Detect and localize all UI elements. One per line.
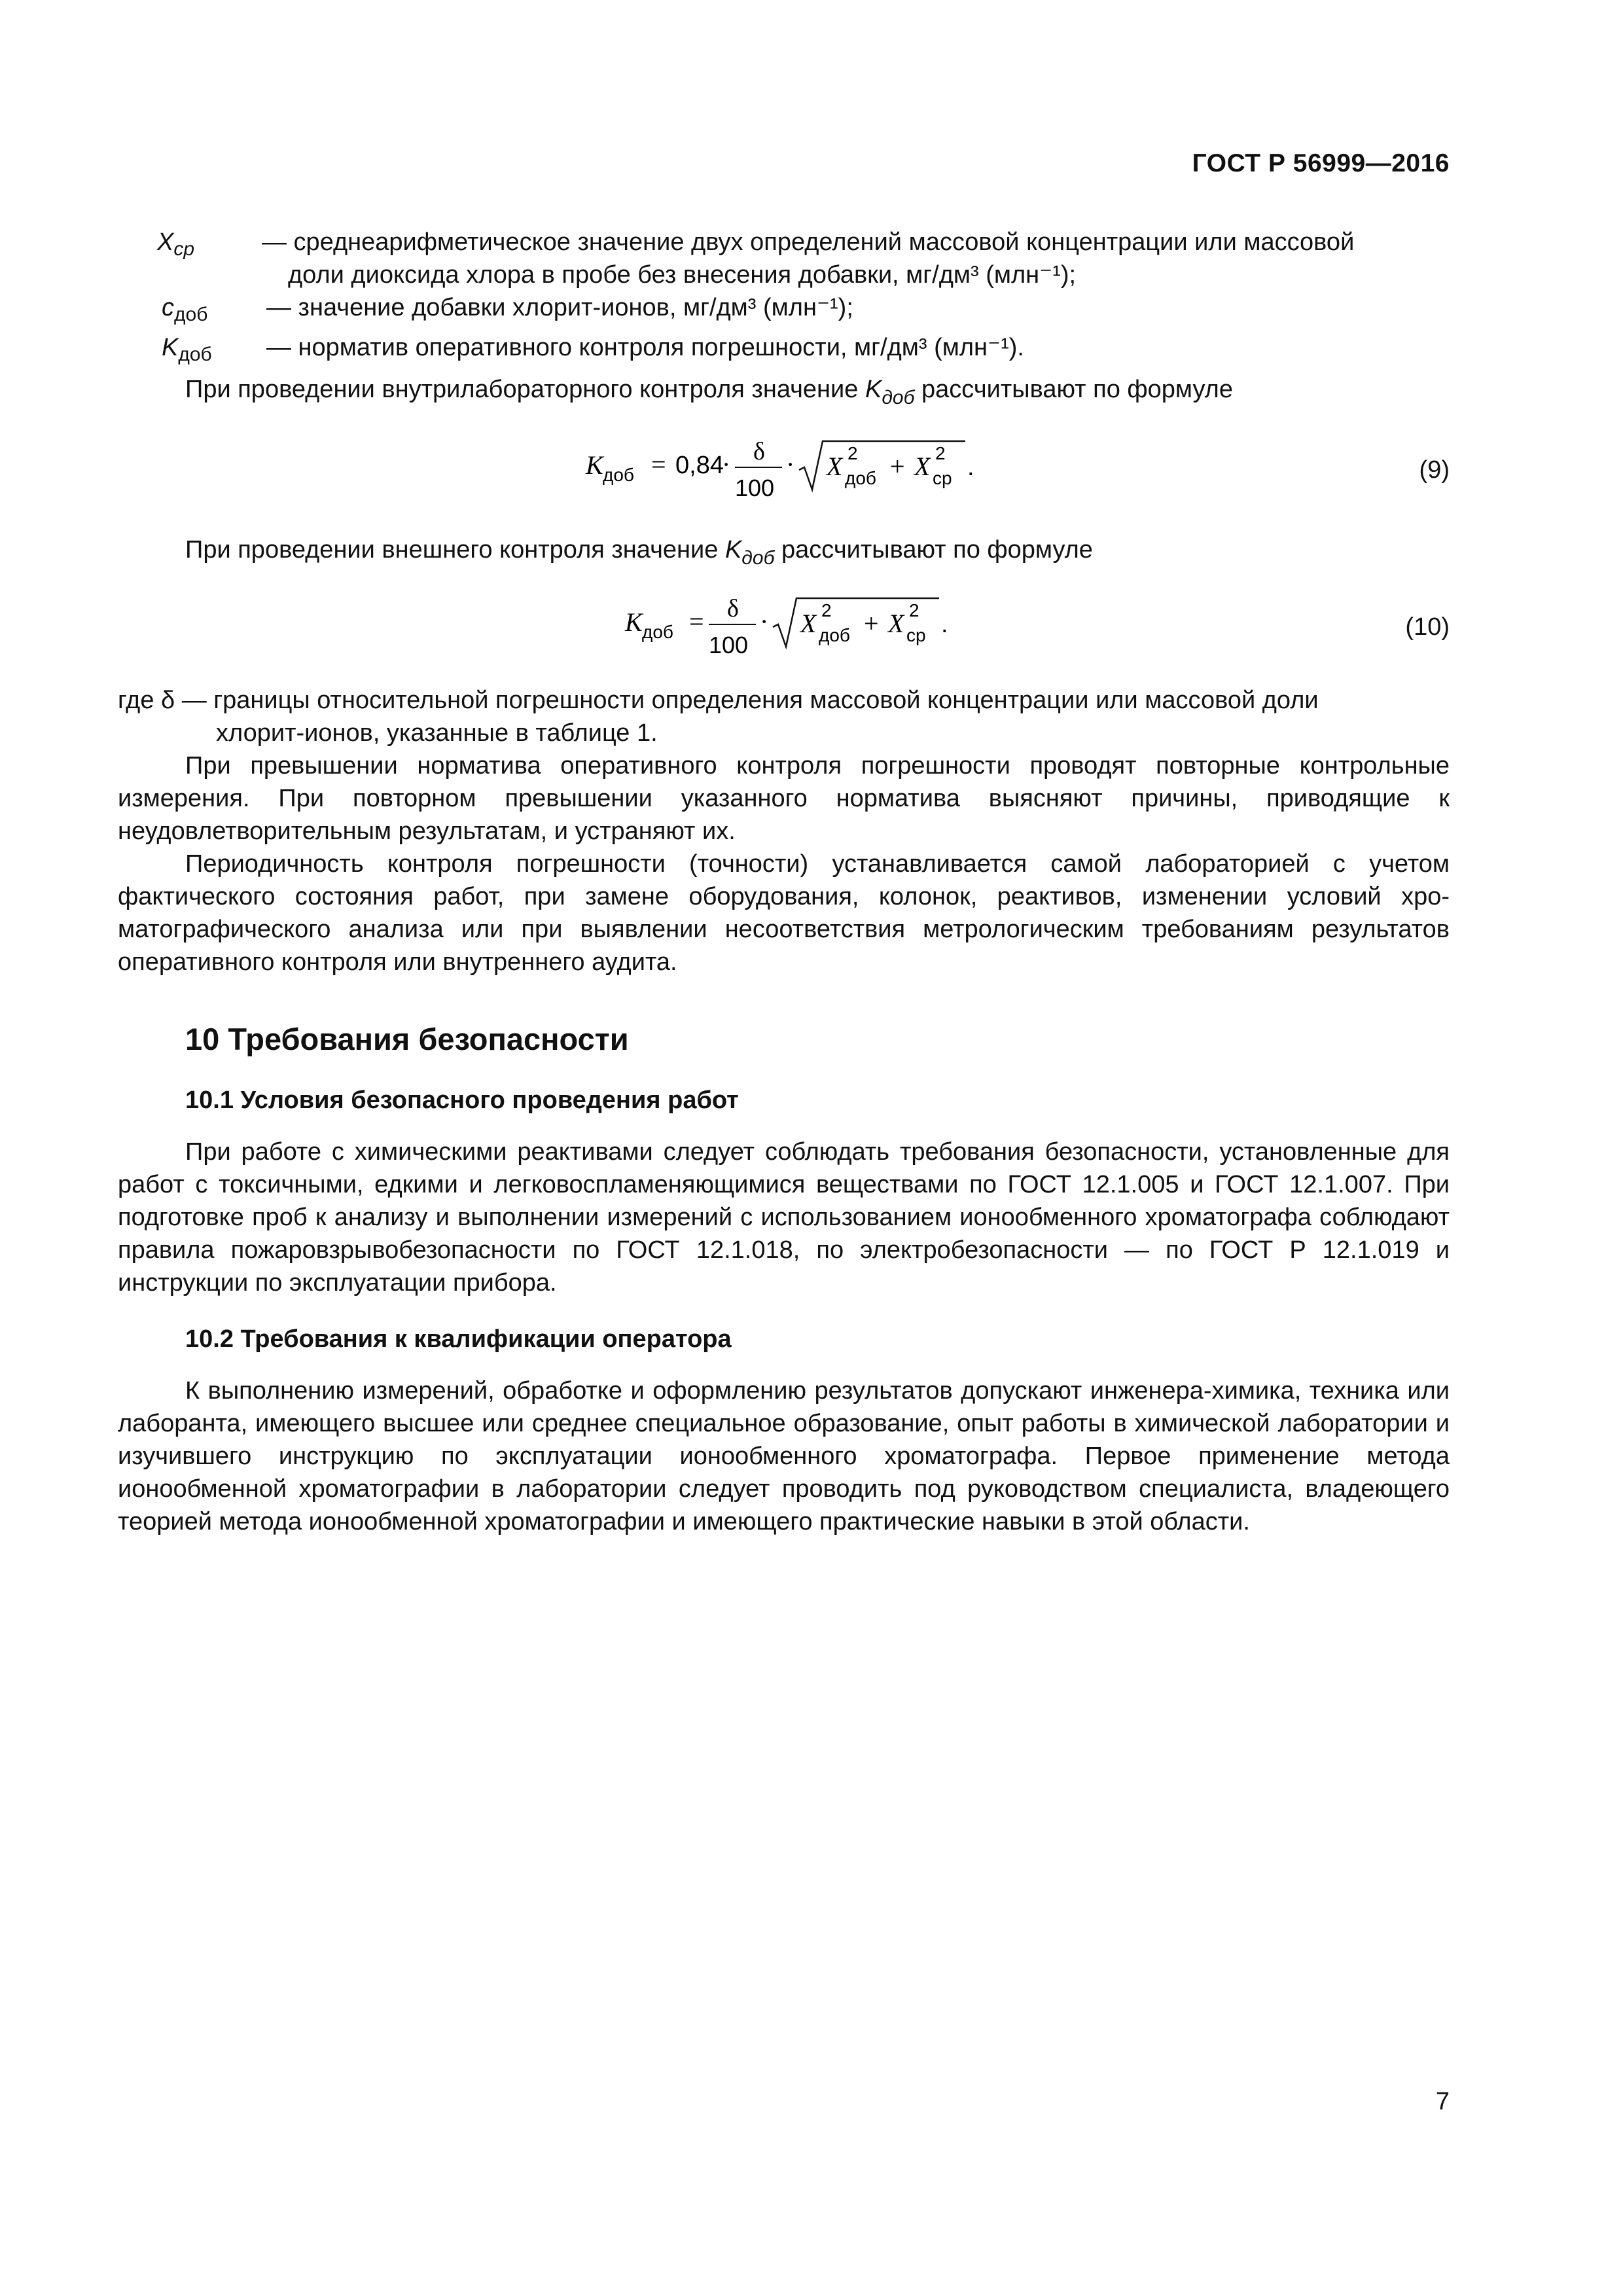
svg-text:X: X — [800, 609, 817, 638]
equation-number-10: (10) — [1405, 613, 1450, 641]
definition-symbol: $K_{доб}$ — [162, 334, 212, 365]
subsection-10-1-text: При работе с химическими реактивами следует соблюдать требования безопасности, установленные для работ с токсичными, едкими и легковоспламеняющимися веществами по ГОСТ 12.1.005 и ГОСТ 12.1.007. При подготовке проб к анализу и выполнении измерений с использованием ионообменного хроматографа соблюдают правила пожаровзрывобезопасности по ГОСТ 12.1.018, по электробезопасности — по ГОСТ Р 12.1.019 и инструкции по эксплуатации прибора. — [118, 1138, 1450, 1297]
svg-text:K: K — [625, 607, 643, 637]
equation-number-9: (9) — [1419, 456, 1450, 484]
svg-text:0,84: 0,84 — [675, 452, 724, 479]
definitions-list — [118, 226, 1450, 371]
svg-text:+: + — [864, 609, 879, 638]
svg-text:2: 2 — [909, 600, 919, 620]
svg-text:K: K — [586, 450, 603, 480]
svg-text:доб: доб — [642, 622, 673, 642]
svg-text:δ: δ — [727, 595, 739, 622]
definition-text: — среднеарифметическое значение двух определений массовой концентрации или массовой доли диоксида хлора в пробе без внесения добавки, мг/дм³ (млн⁻¹); — [262, 228, 1355, 289]
svg-text:доб: доб — [603, 465, 634, 485]
paragraph-periodicity: Периодичность контроля погрешности (точности) устанавливается самой лабораторией с учетом фактического состояния работ, при замене оборудования, колонок, реактивов, изменении условий хроматографического анализа или при выявлении несоответствия метрологическим требованиям результатов оперативного контроля или внутреннего аудита. — [118, 850, 1450, 976]
svg-text:X: X — [888, 609, 904, 638]
definition-symbol: $c_{доб}$ — [162, 294, 208, 325]
svg-text:·: · — [722, 450, 731, 479]
subsection-10-2-title: 10.2 Требования к квалификации оператора — [185, 1325, 732, 1353]
definition-c-dob — [118, 291, 1450, 331]
definition-x-sr — [118, 226, 1450, 291]
formula-9 — [586, 432, 991, 511]
definition-text: — значение добавки хлорит-ионов, мг/дм³ (млн⁻¹); — [266, 294, 853, 321]
svg-text:=: = — [651, 450, 666, 479]
svg-text:100: 100 — [709, 632, 749, 658]
svg-text:·: · — [786, 450, 795, 479]
svg-text:2: 2 — [847, 443, 858, 463]
subsection-10-1-title: 10.1 Условия безопасного проведения работ — [185, 1086, 739, 1114]
svg-text:δ: δ — [753, 438, 765, 465]
where-delta-definition: где δ — границы относительной погрешности определения массовой концентрации или массовой доли хлорит-ионов, указанные в таблице 1. — [118, 687, 1319, 747]
svg-text:ср: ср — [906, 625, 926, 645]
svg-text:.: . — [941, 611, 948, 638]
svg-text:+: + — [890, 452, 905, 481]
svg-text:ср: ср — [933, 468, 952, 488]
svg-text:2: 2 — [935, 443, 946, 463]
svg-text:доб: доб — [819, 625, 850, 645]
svg-text:X: X — [827, 452, 843, 481]
svg-text:100: 100 — [735, 475, 775, 501]
formula-10 — [625, 589, 965, 668]
intro-external-control: При проведении внешнего контроля значение $K_{доб}$ рассчитывают по формуле — [185, 536, 1093, 569]
section-10-title: 10 Требования безопасности — [185, 1022, 629, 1056]
svg-text:·: · — [760, 607, 769, 636]
subsection-10-2-text: К выполнению измерений, обработке и оформлению результатов допускают инженера-химика, техника или лаборанта, имеющего высшее или среднее специальное образование, опыт работы в химической лаборатории и изучившего инструкцию по эксплуатации ионообменного хроматографа. Первое применение метода ионообменной хроматографии в лаборатории следует проводить под руководством специалиста, владеющего теорией метода ионообменной хроматографии и имеющего практические навыки в этой области. — [118, 1377, 1450, 1535]
svg-text:доб: доб — [845, 468, 876, 488]
definition-text: — норматив оперативного контроля погрешности, мг/дм³ (млн⁻¹). — [266, 334, 1024, 361]
page-number: 7 — [1435, 2088, 1450, 2115]
svg-text:2: 2 — [821, 600, 832, 620]
document-header: ГОСТ Р 56999—2016 — [1192, 149, 1450, 177]
definition-k-dob — [118, 331, 1450, 371]
svg-text:=: = — [689, 607, 704, 636]
definition-symbol: $X_{ср}$ — [157, 228, 195, 260]
intro-internal-control: При проведении внутрилабораторного контроля значение $K_{доб}$ рассчитывают по формуле — [185, 376, 1233, 408]
svg-text:.: . — [967, 454, 974, 481]
svg-text:X: X — [914, 452, 931, 481]
paragraph-exceed-norm: При превышении норматива оперативного контроля погрешности проводят повторные контрольные измерения. При повторном превышении указанного норматива выясняют причины, приводящие к неудовлетворительным результатам, и устраняют их. — [118, 752, 1450, 845]
